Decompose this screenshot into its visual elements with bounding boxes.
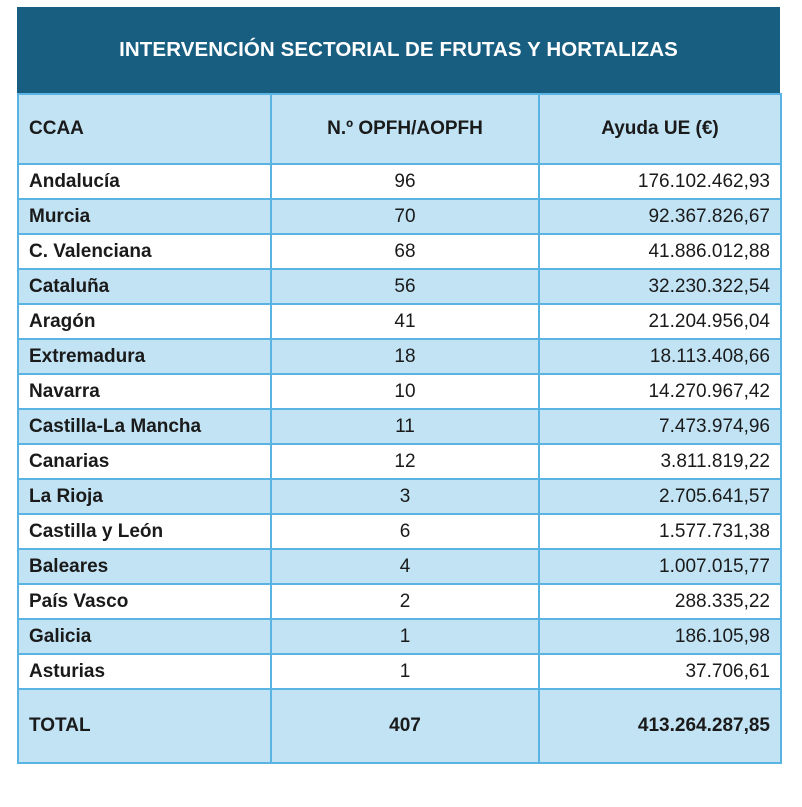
region-cell: Murcia: [18, 199, 271, 234]
opfh-count-cell: 18: [271, 339, 539, 374]
eu-aid-cell: 41.886.012,88: [539, 234, 781, 269]
eu-aid-cell: 288.335,22: [539, 584, 781, 619]
opfh-count-cell: 70: [271, 199, 539, 234]
eu-aid-cell: 7.473.974,96: [539, 409, 781, 444]
opfh-count-cell: 6: [271, 514, 539, 549]
opfh-count-cell: 2: [271, 584, 539, 619]
table-row: [18, 164, 781, 199]
total-eu-aid: 413.264.287,85: [539, 689, 781, 763]
eu-aid-cell: 3.811.819,22: [539, 444, 781, 479]
total-opfh-count: 407: [271, 689, 539, 763]
region-cell: Galicia: [18, 619, 271, 654]
table-row: [18, 514, 781, 549]
column-header-opfh-count: N.º OPFH/AOPFH: [271, 94, 539, 164]
total-row: [18, 689, 781, 763]
column-header-eu-aid: Ayuda UE (€): [539, 94, 781, 164]
region-cell: Asturias: [18, 654, 271, 689]
table-title: INTERVENCIÓN SECTORIAL DE FRUTAS Y HORTALIZAS: [17, 7, 780, 93]
opfh-count-cell: 68: [271, 234, 539, 269]
table-row: [18, 549, 781, 584]
opfh-count-cell: 12: [271, 444, 539, 479]
eu-aid-cell: 18.113.408,66: [539, 339, 781, 374]
eu-aid-cell: 186.105,98: [539, 619, 781, 654]
region-cell: Navarra: [18, 374, 271, 409]
region-cell: La Rioja: [18, 479, 271, 514]
region-cell: País Vasco: [18, 584, 271, 619]
column-header-ccaa: CCAA: [18, 94, 271, 164]
table-row: [18, 234, 781, 269]
eu-aid-cell: 37.706,61: [539, 654, 781, 689]
region-cell: Extremadura: [18, 339, 271, 374]
region-cell: Baleares: [18, 549, 271, 584]
opfh-count-cell: 56: [271, 269, 539, 304]
opfh-count-cell: 10: [271, 374, 539, 409]
table-row: [18, 269, 781, 304]
eu-aid-cell: 2.705.641,57: [539, 479, 781, 514]
region-cell: Canarias: [18, 444, 271, 479]
table-row: [18, 339, 781, 374]
opfh-count-cell: 11: [271, 409, 539, 444]
eu-aid-cell: 1.007.015,77: [539, 549, 781, 584]
data-table: [17, 93, 782, 764]
table-row: [18, 654, 781, 689]
table-row: [18, 199, 781, 234]
table-row: [18, 409, 781, 444]
table-row: [18, 479, 781, 514]
table-row: [18, 619, 781, 654]
total-label: TOTAL: [18, 689, 271, 763]
eu-aid-cell: 1.577.731,38: [539, 514, 781, 549]
region-cell: Castilla y León: [18, 514, 271, 549]
opfh-count-cell: 41: [271, 304, 539, 339]
table-row: [18, 584, 781, 619]
region-cell: Castilla-La Mancha: [18, 409, 271, 444]
eu-aid-cell: 14.270.967,42: [539, 374, 781, 409]
region-cell: Andalucía: [18, 164, 271, 199]
region-cell: Aragón: [18, 304, 271, 339]
table-row: [18, 304, 781, 339]
opfh-count-cell: 1: [271, 654, 539, 689]
eu-aid-cell: 32.230.322,54: [539, 269, 781, 304]
opfh-count-cell: 3: [271, 479, 539, 514]
region-cell: Cataluña: [18, 269, 271, 304]
table-row: [18, 374, 781, 409]
fruit-vegetable-aid-table: [17, 7, 780, 764]
table-row: [18, 444, 781, 479]
opfh-count-cell: 96: [271, 164, 539, 199]
region-cell: C. Valenciana: [18, 234, 271, 269]
opfh-count-cell: 4: [271, 549, 539, 584]
opfh-count-cell: 1: [271, 619, 539, 654]
header-row: [18, 94, 781, 164]
eu-aid-cell: 176.102.462,93: [539, 164, 781, 199]
eu-aid-cell: 92.367.826,67: [539, 199, 781, 234]
eu-aid-cell: 21.204.956,04: [539, 304, 781, 339]
